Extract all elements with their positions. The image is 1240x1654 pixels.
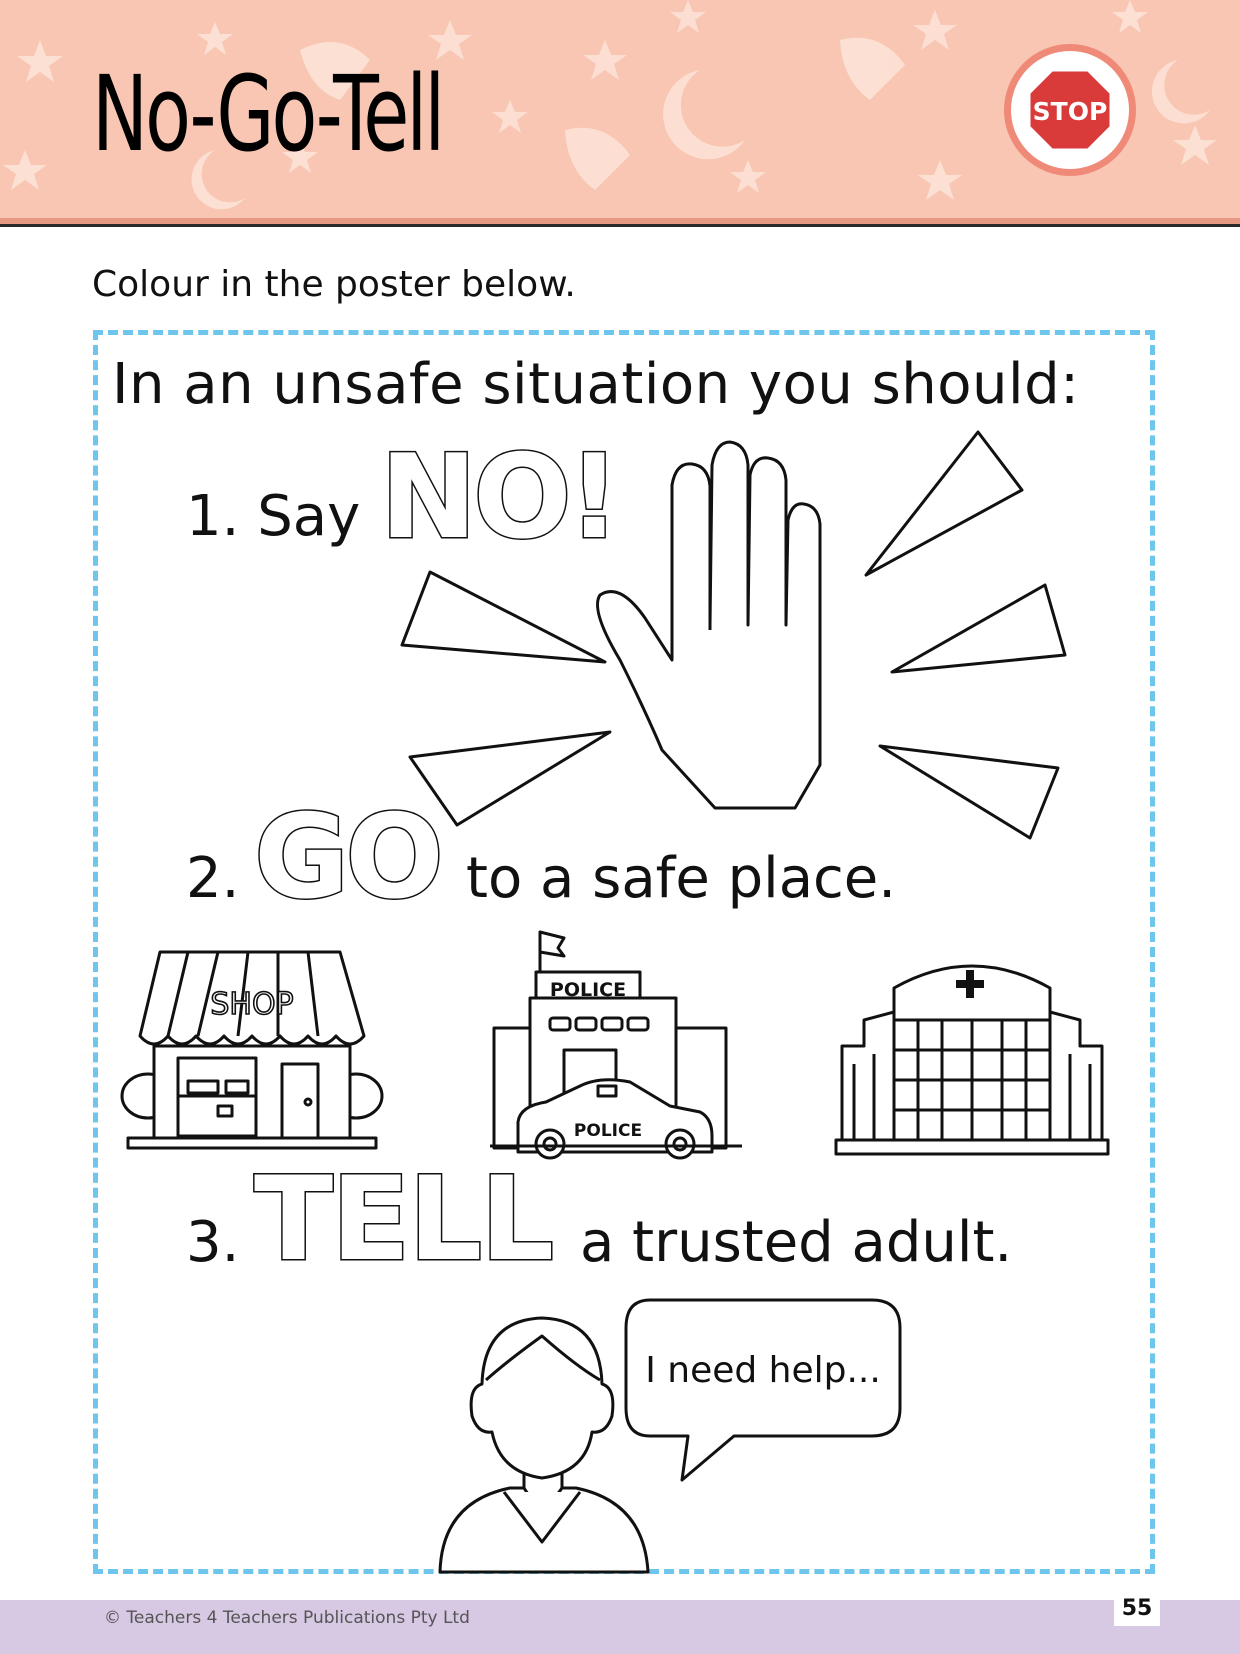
burst-ray (402, 572, 605, 662)
hospital-illustration (834, 954, 1110, 1166)
stop-sign-icon (1025, 65, 1115, 155)
step-1-lead: Say (257, 484, 361, 549)
police-station-sign: POLICE (549, 979, 627, 1001)
page-number: 55 (1114, 1592, 1160, 1626)
shop-illustration (118, 946, 386, 1152)
speech-bubble-text: I need help... (645, 1350, 881, 1391)
page-title: No-Go-Tell (92, 53, 443, 175)
burst-ray (880, 746, 1058, 838)
shop-sign: SHOP (210, 987, 294, 1022)
speech-bubble (624, 1298, 904, 1484)
copyright-text: © Teachers 4 Teachers Publications Pty Ltd (104, 1608, 470, 1628)
step-3-keyword: TELL (254, 1152, 553, 1287)
step-2-keyword: GO (254, 790, 440, 925)
stop-hand-illustration (400, 420, 1080, 840)
step-2-tail: to a safe place. (466, 846, 897, 911)
stop-sign-label: STOP (1032, 97, 1108, 126)
page-header (0, 0, 1240, 218)
burst-ray (892, 585, 1065, 672)
stop-badge (1004, 44, 1136, 176)
step-2-number: 2. (186, 846, 240, 911)
poster-heading: In an unsafe situation you should: (112, 352, 1080, 417)
burst-ray (410, 732, 610, 825)
step-1-number (186, 484, 360, 549)
police-car-label: POLICE (573, 1121, 643, 1141)
step-1-number-text: 1. (186, 484, 240, 549)
step-3-tail: a trusted adult. (580, 1210, 1013, 1275)
header-rule-dark (0, 224, 1240, 227)
police-station-illustration (490, 926, 742, 1166)
burst-ray (866, 432, 1022, 575)
step-3-number: 3. (186, 1210, 240, 1275)
instruction-text: Colour in the poster below. (92, 264, 576, 305)
step-1-keyword: NO! (380, 430, 617, 565)
